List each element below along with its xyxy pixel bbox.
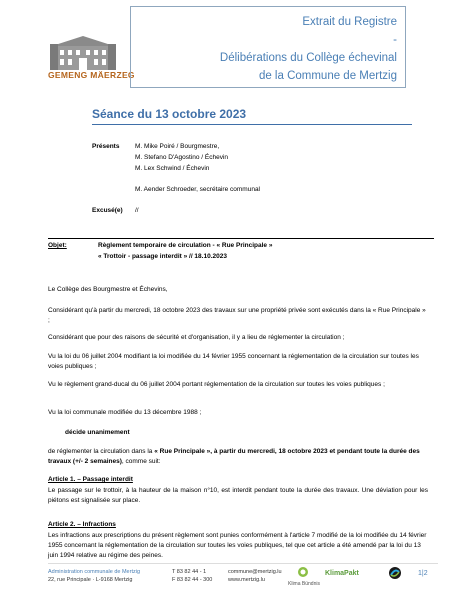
excused-label: Excusé(e): [92, 207, 123, 214]
logo-wordmark: GEMENG MÄERZEG: [48, 70, 135, 80]
decision-text-bold: « Rue Principale », à partir du mercredi, 18 octobre 2023 et pendant toute la durée des travaux (+/- 2 semaines): [48, 448, 420, 465]
decision-text-end: , comme suit:: [121, 458, 161, 465]
footer-fax: F 83 82 44 - 300: [172, 577, 213, 583]
page-number: 1|2: [418, 570, 428, 577]
member-2: M. Stefano D'Agostino / Échevin: [135, 154, 229, 161]
footer-tel: T 83 82 44 - 1: [172, 569, 207, 575]
register-title: Extrait du Registre: [302, 16, 397, 28]
footer-divider: [48, 563, 438, 564]
fairtrade-logo-icon: [388, 566, 402, 582]
member-1: M. Mike Poiré / Bourgmestre,: [135, 143, 220, 150]
paragraph: Considérant qu'à partir du mercredi, 18 octobre 2023 des travaux sur une propriété privée sont exécutés dans la « Rue Principale » ;: [48, 307, 426, 324]
footer-website[interactable]: www.mertzig.lu: [228, 577, 265, 583]
register-subtitle: Délibérations du Collège échevinal: [219, 52, 397, 64]
paragraph: Vu le règlement grand-ducal du 06 juillet 2004 portant réglementation de la circulation sur toutes les voies publiques ;: [48, 381, 385, 388]
register-commune: de la Commune de Mertzig: [258, 70, 397, 82]
article-1-text: Le passage sur le trottoir, à la hauteur de la maison n°10, est interdit pendant toute la durée des travaux. Une déviation pour les piétons est signalisée sur place.: [48, 487, 428, 504]
klimapakt-logo: KlimaPakt: [325, 570, 359, 577]
footer-address-1: Administration communale de Mertzig: [48, 569, 141, 575]
present-label: Présents: [92, 143, 120, 150]
footer-email[interactable]: commune@mertzig.lu: [228, 569, 282, 575]
klima-bundnis-label: Klima Bündnis: [288, 581, 320, 587]
paragraph: Considérant que pour des raisons de sécurité et d'organisation, il y a lieu de réglementer la circulation ;: [48, 334, 345, 341]
divider: [92, 124, 412, 125]
decision-text: de réglementer la circulation dans la: [48, 448, 155, 455]
article-1-title: Article 1. – Passage interdit: [48, 476, 133, 483]
objet-line-2: « Trottoir - passage interdit » // 18.10.2023: [98, 253, 227, 260]
paragraph: Vu la loi du 06 juillet 2004 modifiant la loi modifiée du 14 février 1955 concernant la réglementation de la circulation sur toutes les voies publiques ;: [48, 353, 419, 370]
divider: [48, 238, 434, 239]
objet-label: Objet:: [48, 242, 67, 249]
excused-value: //: [135, 207, 139, 214]
decision-heading: décide unanimement: [65, 429, 130, 436]
article-2-text: Les infractions aux prescriptions du présent règlement sont punies conformément à l'article 7 modifié de la loi modifiée du 14 février 1955 concernant la réglementation de la circulation sur toutes les voies publiques, tel que cet article a été amendé par la loi du 13 juin 1994 relative au régime des peines.: [48, 532, 427, 559]
klima-bundnis-logo-icon: [292, 566, 314, 580]
session-date: Séance du 13 octobre 2023: [92, 107, 247, 121]
objet-line-1: Règlement temporaire de circulation - « Rue Principale »: [98, 242, 273, 249]
decision-paragraph: [48, 447, 428, 467]
secretary: M. Aender Schroeder, secrétaire communal: [135, 186, 261, 193]
paragraph: Le Collège des Bourgmestre et Échevins,: [48, 286, 168, 293]
footer-address-2: 22, rue Principale · L-9168 Mertzig: [48, 577, 133, 583]
register-header: [130, 6, 406, 88]
member-3: M. Lex Schwind / Échevin: [135, 165, 210, 172]
register-separator: -: [393, 34, 397, 46]
article-2-title: Article 2. – Infractions: [48, 521, 116, 528]
paragraph: Vu la loi communale modifiée du 13 décembre 1988 ;: [48, 409, 202, 416]
